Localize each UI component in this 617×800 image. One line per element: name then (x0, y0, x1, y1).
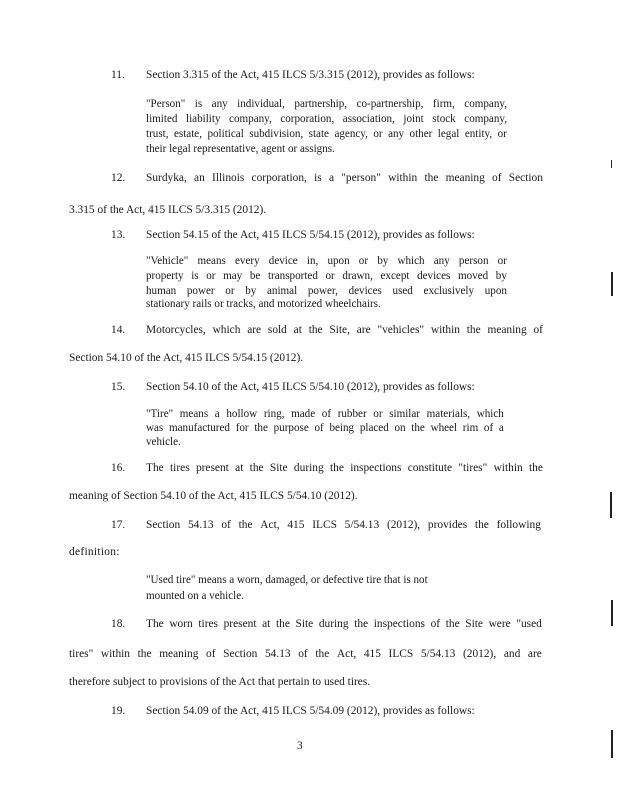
scan-mark (611, 160, 612, 168)
word: the (466, 324, 481, 336)
word: a (498, 422, 504, 434)
paragraph-lead: Section 54.09 of the Act, 415 ILCS 5/54.09 (2012), provides as follows: (146, 705, 475, 717)
word: wheel (430, 422, 458, 434)
word: "person" (341, 172, 381, 184)
word: transported (267, 270, 318, 282)
word: the (445, 618, 460, 630)
word: or (206, 270, 216, 282)
word: individual, (237, 98, 285, 110)
quote-line: their legal representative, agent or assigns. (146, 143, 335, 155)
paragraph-lead (146, 519, 541, 531)
word: by (377, 255, 389, 267)
word: by (495, 270, 507, 282)
word: ILCS (312, 519, 337, 531)
word: devices (348, 285, 382, 297)
word: entity, (464, 128, 493, 140)
word: rim (462, 422, 479, 434)
word: Motorcycles, (146, 324, 206, 336)
word: or (373, 128, 383, 140)
word: "tires" (458, 462, 488, 474)
word: made (291, 408, 316, 420)
word: 54.13 (264, 648, 291, 660)
word: are (527, 648, 542, 660)
word: may (223, 270, 243, 282)
word: upon (327, 255, 350, 267)
word: devices (417, 270, 451, 282)
word: Act, (336, 648, 357, 660)
word: "Tire" (146, 408, 174, 420)
word: the (528, 462, 543, 474)
word: subdivision, (249, 128, 304, 140)
word: political (207, 128, 244, 140)
word: of (221, 519, 231, 531)
word: of (321, 408, 332, 420)
word: animal (266, 285, 298, 297)
scan-mark (610, 492, 612, 518)
word: company, (464, 113, 507, 125)
word: agency, (334, 128, 368, 140)
word: be (249, 270, 261, 282)
word: Site (295, 618, 314, 630)
word: ILCS (388, 648, 414, 660)
word: company, (229, 113, 272, 125)
word: at (262, 618, 271, 630)
word: 415 (363, 648, 381, 660)
word: drawn, (342, 270, 373, 282)
word: exclusively (423, 285, 475, 297)
paragraph-continuation: meaning of Section 54.10 of the Act, 415 ILCS 5/54.10 (2012). (69, 490, 358, 502)
paragraph-number: 12. (111, 172, 126, 184)
word: within (388, 172, 418, 184)
scan-mark (611, 272, 613, 296)
word: "used (516, 618, 542, 630)
quote-line (146, 128, 507, 140)
word: limited (146, 113, 178, 125)
word: meaning (159, 648, 199, 660)
word: 54.13 (187, 519, 214, 531)
word: the (474, 519, 489, 531)
word: any (211, 98, 228, 110)
word: manufactured (168, 422, 230, 434)
word: by (245, 285, 257, 297)
word: on (394, 422, 406, 434)
paragraph-continuation (69, 648, 542, 660)
word: co-partnership, (356, 98, 424, 110)
word: Section (146, 519, 181, 531)
word: being (329, 422, 355, 434)
word: materials, (426, 408, 471, 420)
word: Act, (260, 519, 280, 531)
word: meaning (487, 324, 527, 336)
quote-line: mounted on a vehicle. (146, 590, 244, 602)
word: Section (508, 172, 543, 184)
word: tires" (69, 648, 94, 660)
word: or (373, 408, 383, 420)
word: association, (342, 113, 395, 125)
word: the (354, 618, 369, 630)
paragraph-lead (146, 462, 543, 474)
word: which (212, 324, 241, 336)
word: or (358, 255, 369, 267)
word: "Person" (146, 98, 186, 110)
word: of (483, 422, 494, 434)
paragraph-number: 13. (111, 229, 126, 241)
word: means (179, 408, 209, 420)
word: trust, (146, 128, 169, 140)
word: means (197, 255, 226, 267)
word: within (430, 324, 460, 336)
word: which (397, 255, 425, 267)
word: state (308, 128, 329, 140)
word: during (318, 618, 349, 630)
word: or (225, 285, 235, 297)
word: any (388, 128, 405, 140)
word: present (223, 618, 257, 630)
word: stock (432, 113, 456, 125)
word: or (497, 128, 507, 140)
word: at (235, 462, 244, 474)
word: other (409, 128, 433, 140)
word: ring, (263, 408, 285, 420)
word: tires (198, 618, 218, 630)
word: meaning (445, 172, 485, 184)
word: hollow (226, 408, 258, 420)
paragraph-lead (146, 618, 542, 630)
word: the (315, 648, 330, 660)
paragraph-number: 16. (111, 462, 126, 474)
quote-line (146, 98, 507, 110)
word: Site, (329, 324, 350, 336)
word: Site (465, 618, 483, 630)
quote-line (146, 422, 504, 434)
word: used (392, 285, 413, 297)
paragraph-lead: Section 3.315 of the Act, 415 ILCS 5/3.315 (2012), provides as follows: (146, 69, 475, 81)
paragraph-number: 14. (111, 324, 126, 336)
quote-line: stationary rails or tracks, and motorized wheelchairs. (146, 298, 381, 310)
quote-line: "Used tire" means a worn, damaged, or defective tire that is not (146, 574, 428, 586)
word: inspections (373, 618, 425, 630)
word: of (314, 422, 324, 434)
paragraph-continuation: definition: (69, 546, 120, 558)
quote-line (146, 285, 507, 297)
scan-mark (611, 730, 613, 758)
word: which (476, 408, 504, 420)
word: tires (170, 462, 190, 474)
word: was (146, 422, 164, 434)
word: is (314, 172, 322, 184)
paragraph-number: 18. (111, 618, 126, 630)
word: (2012), (462, 648, 497, 660)
word: estate, (173, 128, 202, 140)
quote-line: vehicle. (146, 436, 181, 448)
word: human (146, 285, 177, 297)
word: the (249, 462, 264, 474)
word: a (214, 408, 220, 420)
word: corporation, (251, 172, 307, 184)
word: rubber (337, 408, 367, 420)
word: the (275, 618, 290, 630)
quote-line (146, 408, 504, 420)
word: and (503, 648, 521, 660)
word: 415 (287, 519, 305, 531)
word: corporation, (280, 113, 335, 125)
paragraph-continuation: therefore subject to provisions of the Act that pertain to used tires. (69, 676, 371, 688)
word: Section (223, 648, 258, 660)
word: during (293, 462, 324, 474)
quote-line (146, 270, 507, 282)
paragraph-number: 19. (111, 705, 126, 717)
word: the (411, 422, 425, 434)
word: 5/54.13 (344, 519, 380, 531)
word: is (191, 270, 199, 282)
word: sold (267, 324, 287, 336)
paragraph-lead: Section 54.15 of the Act, 415 ILCS 5/54.15 (2012), provides as follows: (146, 229, 475, 241)
word: purpose (273, 422, 309, 434)
word: (2012), (386, 519, 421, 531)
word: The (146, 618, 164, 630)
word: The (146, 462, 164, 474)
word: the (308, 324, 323, 336)
word: except (380, 270, 410, 282)
word: a (328, 172, 334, 184)
word: partnership, (294, 98, 348, 110)
word: power (186, 285, 215, 297)
word: "Vehicle" (146, 255, 189, 267)
word: legal (437, 128, 460, 140)
word: power, (307, 285, 338, 297)
paragraph-number: 15. (111, 381, 126, 393)
word: the (329, 462, 344, 474)
paragraph-number: 11. (111, 69, 125, 81)
word: or (497, 255, 507, 267)
word: Site (269, 462, 288, 474)
word: "vehicles" (377, 324, 425, 336)
word: device (268, 255, 298, 267)
word: at (293, 324, 302, 336)
word: person (458, 255, 489, 267)
word: worn (169, 618, 193, 630)
word: inspections (350, 462, 402, 474)
paragraph-continuation: 3.315 of the Act, 415 ILCS 5/3.315 (2012). (69, 204, 267, 216)
word: following (496, 519, 541, 531)
word: within (100, 648, 131, 660)
word: in, (306, 255, 319, 267)
word: liability (185, 113, 221, 125)
paragraph-number: 17. (111, 519, 126, 531)
word: within (493, 462, 523, 474)
word: firm, (432, 98, 455, 110)
word: provides (427, 519, 468, 531)
quote-line (146, 113, 507, 125)
word: the (254, 422, 268, 434)
word: Surdyka, (146, 172, 187, 184)
word: property (146, 270, 184, 282)
page-number: 3 (297, 740, 303, 752)
paragraph-continuation: Section 54.10 of the Act, 415 ILCS 5/54.15 (2012). (69, 352, 304, 364)
word: are (356, 324, 371, 336)
word: 5/54.13 (420, 648, 456, 660)
word: placed (359, 422, 389, 434)
paragraph-lead: Section 54.10 of the Act, 415 ILCS 5/54.10 (2012), provides as follows: (146, 381, 475, 393)
scan-mark (611, 600, 613, 626)
word: Illinois (212, 172, 245, 184)
word: joint (403, 113, 424, 125)
paragraph-lead (146, 172, 543, 184)
word: upon (484, 285, 507, 297)
word: of (533, 324, 543, 336)
word: any (433, 255, 450, 267)
word: the (424, 172, 439, 184)
word: the (238, 519, 253, 531)
word: of (492, 172, 502, 184)
word: of (206, 648, 216, 660)
word: every (234, 255, 260, 267)
word: similar (389, 408, 420, 420)
word: an (194, 172, 205, 184)
word: are (247, 324, 262, 336)
word: the (137, 648, 152, 660)
word: present (195, 462, 229, 474)
paragraph-lead (146, 324, 543, 336)
word: were (488, 618, 511, 630)
word: moved (457, 270, 489, 282)
word: is (194, 98, 203, 110)
quote-line (146, 255, 507, 267)
word: of (430, 618, 441, 630)
word: constitute (407, 462, 453, 474)
word: company, (464, 98, 507, 110)
word: for (235, 422, 249, 434)
word: or (325, 270, 335, 282)
word: of (298, 648, 308, 660)
